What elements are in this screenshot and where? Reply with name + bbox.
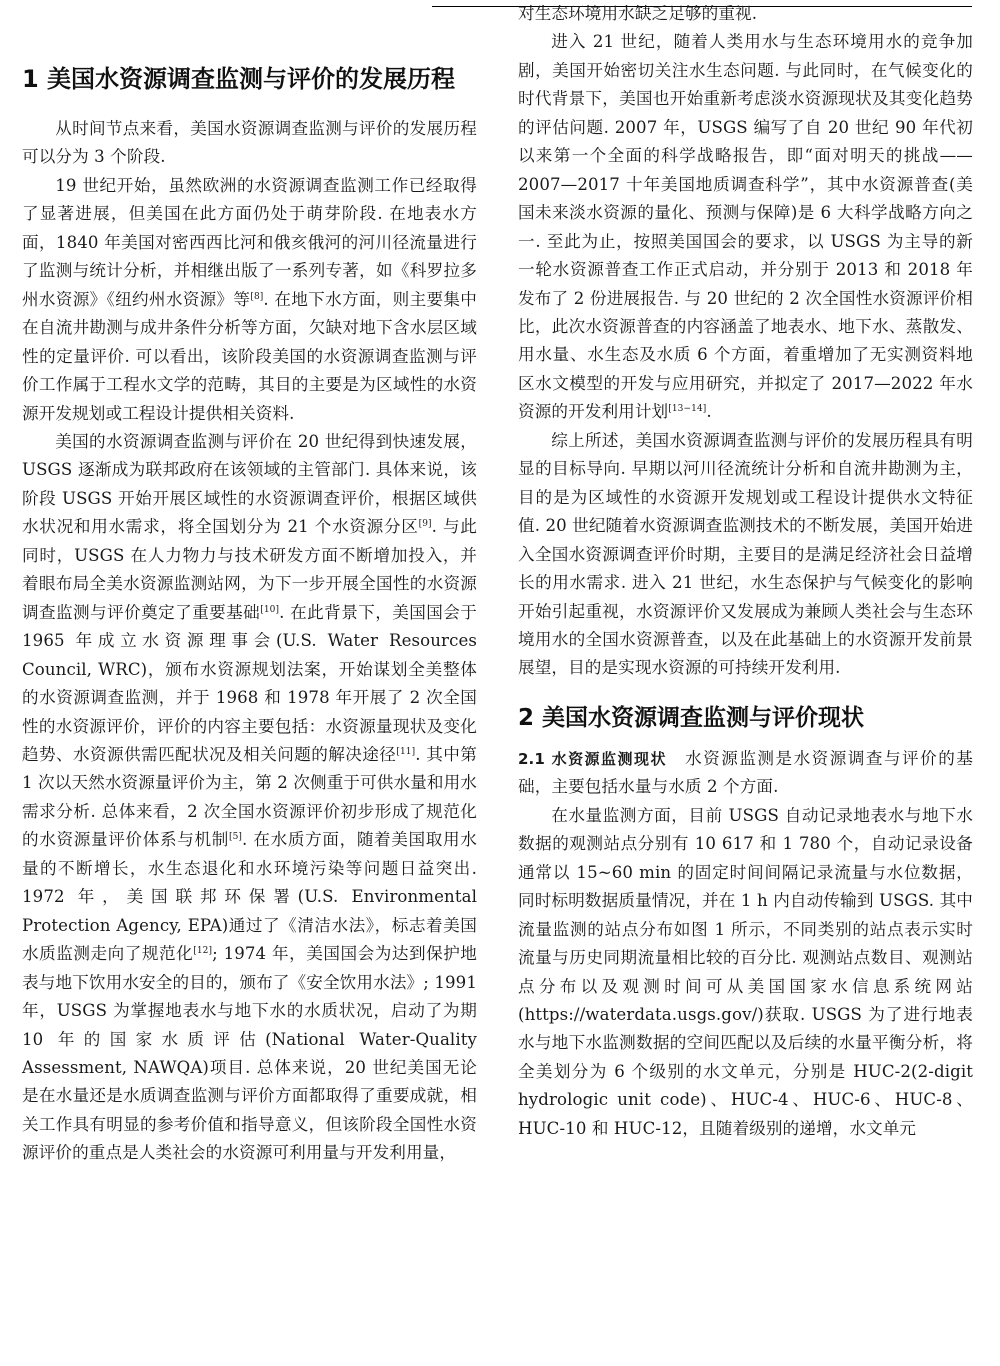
text: . 其中第 1 次以天然水资源量评价为主，第 2 次侧重于可供水量和用水需求分析. 总体来看，2 次全国水资源评价初步形成了规范化的水资源量评价体系与机制 — [22, 744, 477, 850]
text: . 在地下水方面，则主要集中在自流井勘测与成井条件分析等方面，欠缺对地下含水层区域性的定量评价. 可以看出，该阶段美国的水资源调查监测与评价工作属于工程水文学的范畴，其目的主要是为区域性的水资源开发规划或工程设计提供相关资料. — [22, 289, 477, 423]
paragraph: 从时间节点来看，美国水资源调查监测与评价的发展历程可以分为 3 个阶段. — [22, 119, 477, 167]
paragraph: 在水量监测方面，目前 USGS 自动记录地表水与地下水数据的观测站点分别有 10 617 和 1 780 个，自动记录设备通常以 15~60 min 的固定时间间隔记录流量与水位数据，同时标明数据质量情况，并在 1 h 内自动传输到 USGS. 其中流量监测的站点分布如图 1 所示，不同类别的站点表示实时流量与历史同期流量相比较的百分比. 观测站点数目、观测站点分布以及观测时间可从美国国家水信息系统网站(https://waterdata.usgs.gov/)获取. USGS 为了进行地表水与地下水监测数据的空间匹配以及后续的水量平衡分析，将全美划分为 6 个级别的水文单元，分别是 HUC-2(2-digit hydrologic unit code)、HUC-4、HUC-6、HUC-8、HUC-10 和 HUC-12，且随着级别的递增，水文单元 — [518, 805, 973, 1138]
text: . — [706, 402, 712, 422]
citation: [13−14] — [668, 404, 707, 415]
citation: [12] — [193, 946, 213, 957]
citation: [10] — [260, 604, 280, 615]
paragraph — [22, 172, 477, 428]
section-2-heading: 2 美国水资源调查监测与评价现状 — [518, 704, 865, 731]
paragraph-continuation: 对生态环境用水缺乏足够的重视. — [518, 4, 758, 23]
text: 水资源监测是水资源调查与评价的基础，主要包括水量与水质 2 个方面. — [518, 748, 973, 797]
citation: [8] — [250, 291, 264, 302]
paragraph — [22, 428, 477, 1168]
left-column — [22, 0, 477, 1168]
section-1-heading: 1 美国水资源调查监测与评价的发展历程 — [22, 65, 456, 93]
paragraph: 综上所述，美国水资源调查监测与评价的发展历程具有明显的目标导向. 早期以河川径流统计分析和自流井勘测为主，目的是为区域性的水资源开发规划或工程设计提供水文特征值. 20 世纪随着水资源调查监测技术的不断发展，美国开始进入全国水资源调查评价时期，主要目的是满足经济社会日益增长的用水需求. 进入 21 世纪，水生态保护与气候变化的影响开始引起重视，水资源评价又发展成为兼顾人类社会与生态环境用水的全国水资源普查，以及在此基础上的水资源开发前景展望，目的是实现水资源的可持续开发利用. — [518, 430, 973, 678]
text: . 在此背景下，美国国会于 1965 年成立水资源理事会(U.S. Water Resources Council, WRC)，颁布水资源规划法案，开始谋划全美整体的水资源调查监测，并于 1968 和 1978 年开展了 2 次全国性的水资源评价，评价的内容主要包括：水资源量现状及变化趋势、水资源供需匹配状况及相关问题的解决途径 — [22, 602, 477, 764]
text: . 与此同时，USGS 在人力物力与技术研发方面不断增加投入，并着眼布局全美水资源监测站网，为下一步开展全国性的水资源调查监测与评价奠定了重要基础 — [22, 517, 477, 622]
text: 进入 21 世纪，随着人类用水与生态环境用水的竞争加剧，美国开始密切关注水生态问题. 与此同时，在气候变化的时代背景下，美国也开始重新考虑淡水资源现状及其变化趋势的评估问题. 2007 年，USGS 编写了自 20 世纪 90 年代初以来第一个全面的科学战略报告，即“面对明天的挑战——2007—2017 十年美国地质调查科学”，其中水资源普查(美国未来淡水资源的量化、预测与保障)是 6 大科学战略方向之一. 至此为止，按照美国国会的要求，以 USGS 为主导的新一轮水资源普查工作正式启动，并分别于 2013 和 2018 年发布了 2 份进展报告. 与 20 世纪的 2 次全国性水资源评价相比，此次水资源普查的内容涵盖了地表水、地下水、蒸散发、用水量、水生态及水质 6 个方面，着重增加了无实测资料地区水文模型的开发与应用研究，并拟定了 2017—2022 年水资源的开发利用计划 — [518, 32, 973, 422]
text: . 在水质方面，随着美国取用水量的不断增长，水生态退化和水环境污染等问题日益突出. 1972 年，美国联邦环保署(U.S. Environmental Protection Agency, EPA)通过了《清洁水法》，标志着美国水质监测走向了规范化 — [22, 830, 477, 964]
paragraph — [518, 28, 973, 426]
text: 19 世纪开始，虽然欧洲的水资源调查监测工作已经取得了显著进展，但美国在此方面仍处于萌芽阶段. 在地表水方面，1840 年美国对密西西比河和俄亥俄河的河川径流量进行了监测与统计分析，并相继出版了一系列专著，如《科罗拉多州水资源》《纽约州水资源》等 — [22, 175, 477, 309]
subsection-2-1-heading: 2.1 水资源监测现状 — [518, 749, 667, 768]
right-column — [518, 0, 973, 1143]
text: 美国的水资源调查监测与评价在 20 世纪得到快速发展，USGS 逐渐成为联邦政府在该领域的主管部门. 具体来说，该阶段 USGS 开始开展区域性的水资源调查评价，根据区域供水状况和用水需求，将全国划分为 21 个水资源分区 — [22, 431, 477, 537]
citation: [11] — [396, 746, 416, 757]
text: ; 1974 年，美国国会为达到保护地表与地下饮用水安全的目的，颁布了《安全饮用水法》; 1991 年，USGS 为掌握地表水与地下水的水质状况，启动了为期 10 年的国家水质评估(National Water-Quality Assessment, NAWQA)项目. 总体来说，20 世纪美国无论是在水量还是水质调查监测与评价方面都取得了重要成就，相关工作具有明显的参考价值和指导意义，但该阶段全国性水资源评价的重点是人类社会的水资源可利用量与开发利用量， — [22, 944, 478, 1163]
paragraph — [518, 745, 973, 802]
citation: [5] — [228, 832, 243, 843]
citation: [9] — [418, 519, 432, 530]
